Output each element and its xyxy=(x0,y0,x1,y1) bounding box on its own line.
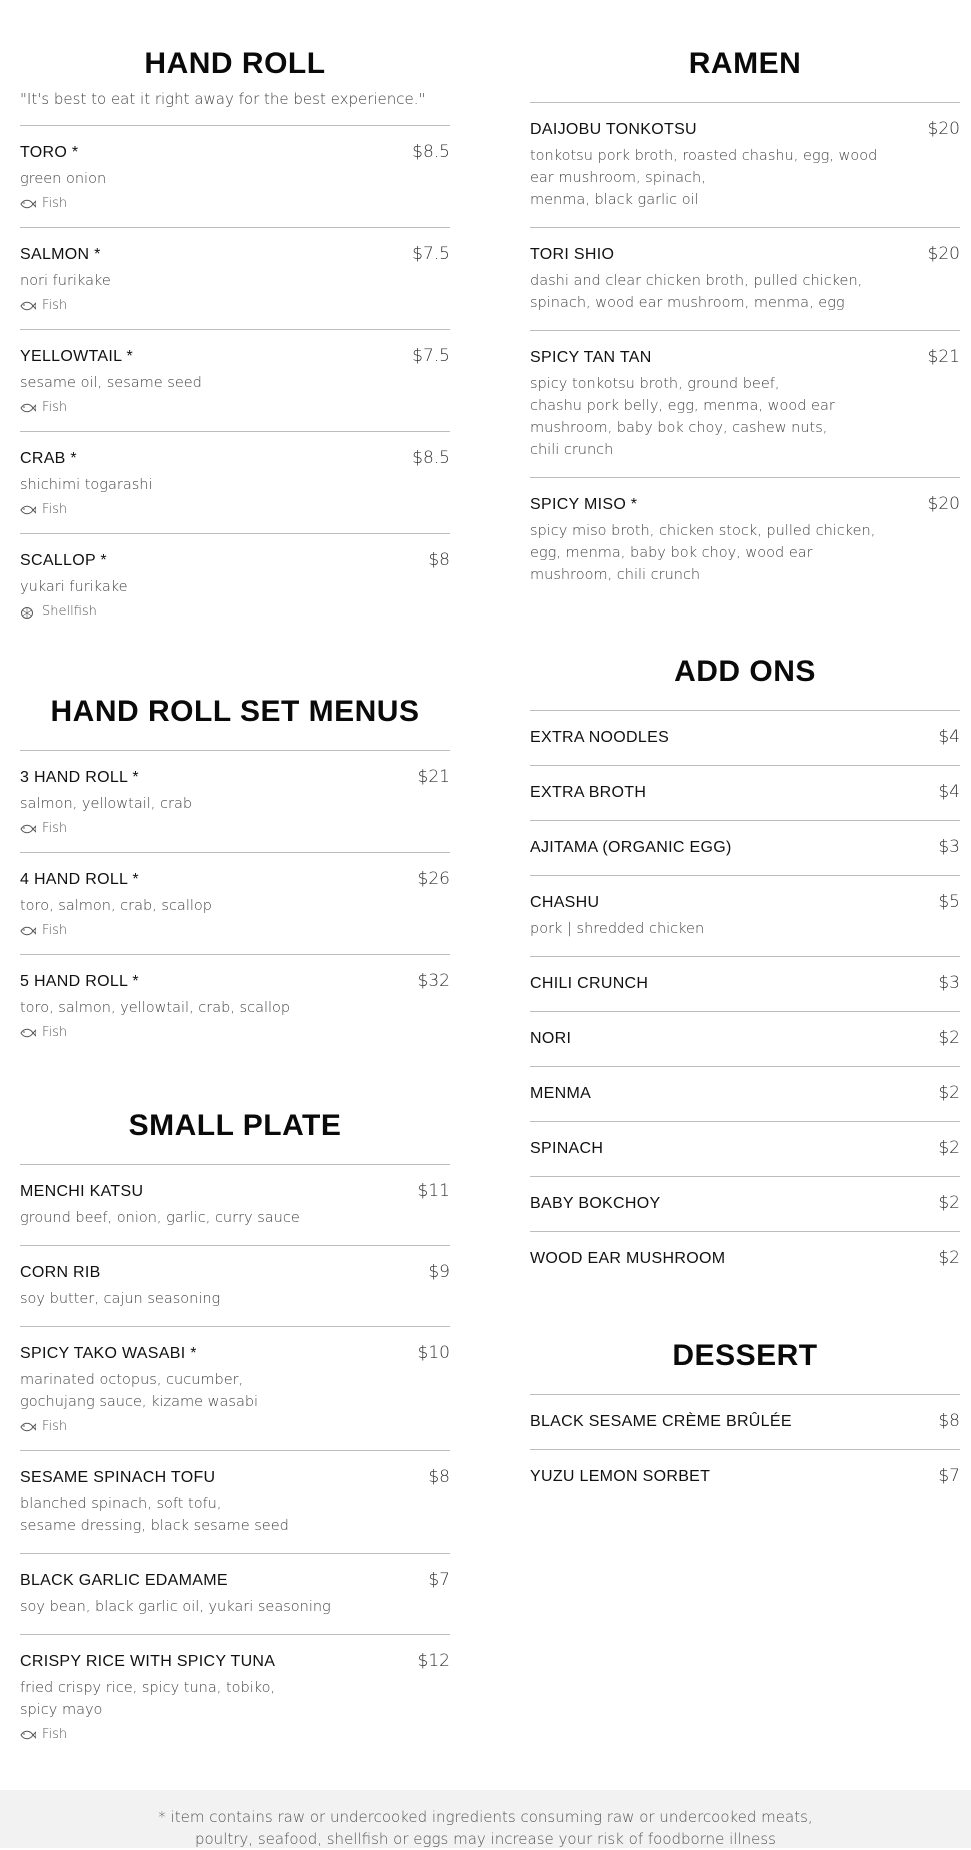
ramen-items xyxy=(530,102,960,601)
fish-icon xyxy=(20,198,36,210)
fish-icon xyxy=(20,402,36,414)
menu-item-header xyxy=(530,1083,960,1103)
menu-item-price: $2 xyxy=(938,1193,960,1213)
section-title: DESSERT xyxy=(672,1339,818,1372)
allergen-label: Shellfish xyxy=(42,604,97,619)
menu-item-header xyxy=(20,1181,450,1201)
shellfish-icon xyxy=(20,606,36,618)
menu-item xyxy=(20,1553,450,1634)
menu-item-price: $3 xyxy=(938,837,960,857)
menu-item xyxy=(530,1176,960,1231)
menu-item xyxy=(20,1450,450,1553)
menu-item-allergen xyxy=(20,1419,450,1434)
menu-item-price: $20 xyxy=(927,244,960,264)
menu-item-name: CRISPY RICE WITH SPICY TUNA xyxy=(20,1653,276,1670)
menu-item-name: BLACK GARLIC EDAMAME xyxy=(20,1572,228,1589)
add-ons-items xyxy=(530,710,960,1286)
menu-item-header xyxy=(20,1570,450,1590)
menu-item xyxy=(20,1634,450,1758)
menu-item-allergen xyxy=(20,604,450,619)
menu-item xyxy=(530,330,960,477)
menu-item-header xyxy=(530,1193,960,1213)
menu-item-name: MENCHI KATSU xyxy=(20,1183,144,1200)
menu-item-header xyxy=(530,347,960,367)
menu-item-header xyxy=(530,837,960,857)
menu-item-description: fried crispy rice, spicy tuna, tobiko, spicy mayo xyxy=(20,1680,276,1718)
dessert-section xyxy=(530,1338,960,1504)
menu-item xyxy=(530,820,960,875)
menu-item-description: marinated octopus, cucumber, gochujang sauce, kizame wasabi xyxy=(20,1372,259,1410)
menu-item-header xyxy=(530,494,960,514)
section-note: "It's best to eat it right away for the best experience." xyxy=(20,90,426,108)
menu-item-name: CHASHU xyxy=(530,894,600,911)
menu-item-header xyxy=(20,1343,450,1363)
menu-item-price: $9 xyxy=(428,1262,450,1282)
allergen-label: Fish xyxy=(42,923,68,938)
menu-item-name: YELLOWTAIL * xyxy=(20,348,133,365)
section-title: HAND ROLL SET MENUS xyxy=(50,695,420,728)
menu-item-name: CHILI CRUNCH xyxy=(530,975,649,992)
menu-item-price: $2 xyxy=(938,1083,960,1103)
menu-item-header xyxy=(20,448,450,468)
menu-item-description: spicy miso broth, chicken stock, pulled chicken, egg, menma, baby bok choy, wood ear mushroom, chili crunch xyxy=(530,523,876,583)
allergen-label: Fish xyxy=(42,400,68,415)
footer-line-2: poultry, seafood, shellfish or eggs may increase your risk of foodborne illness xyxy=(194,1830,776,1848)
menu-item-header xyxy=(530,782,960,802)
menu-item-header xyxy=(530,892,960,912)
menu-item xyxy=(20,1326,450,1450)
menu-item xyxy=(530,1066,960,1121)
menu-item xyxy=(20,533,450,629)
allergen-label: Fish xyxy=(42,1727,68,1742)
menu-item-header xyxy=(530,244,960,264)
menu-item-allergen xyxy=(20,1025,450,1040)
menu-item-header xyxy=(530,1248,960,1268)
menu-item-description: nori furikake xyxy=(20,273,111,289)
menu-item xyxy=(530,956,960,1011)
menu-item-price: $21 xyxy=(417,767,450,787)
hand-roll-set-section xyxy=(20,694,450,1056)
menu-item-name: 5 HAND ROLL * xyxy=(20,973,139,990)
menu-item-name: DAIJOBU TONKOTSU xyxy=(530,121,697,138)
menu-item-allergen xyxy=(20,1727,450,1742)
fish-icon xyxy=(20,504,36,516)
menu-item-allergen xyxy=(20,923,450,938)
menu-item-header xyxy=(530,727,960,747)
hand-roll-section xyxy=(20,46,450,629)
menu-item-name: TORO * xyxy=(20,144,79,161)
dessert-items xyxy=(530,1394,960,1504)
menu-item-header xyxy=(20,142,450,162)
menu-item-name: YUZU LEMON SORBET xyxy=(530,1468,711,1485)
menu-item-header xyxy=(20,767,450,787)
menu-item-description: pork | shredded chicken xyxy=(530,921,705,937)
menu-item-price: $2 xyxy=(938,1138,960,1158)
menu-item xyxy=(530,765,960,820)
menu-item-description: soy butter, cajun seasoning xyxy=(20,1291,221,1307)
menu-item-price: $11 xyxy=(417,1181,450,1201)
menu-item-price: $7 xyxy=(938,1466,960,1486)
menu-item-name: 4 HAND ROLL * xyxy=(20,871,139,888)
menu-item-name: EXTRA NOODLES xyxy=(530,729,670,746)
menu-item-name: SALMON * xyxy=(20,246,101,263)
menu-item-header xyxy=(530,1138,960,1158)
menu-item xyxy=(530,710,960,765)
menu-item xyxy=(20,1245,450,1326)
small-plate-section xyxy=(20,1108,450,1758)
menu-item-description: soy bean, black garlic oil, yukari seasoning xyxy=(20,1599,331,1615)
menu-item-description: salmon, yellowtail, crab xyxy=(20,796,193,812)
menu-item-header xyxy=(20,1467,450,1487)
menu-item-name: SPICY MISO * xyxy=(530,496,638,513)
menu-item-name: BABY BOKCHOY xyxy=(530,1195,661,1212)
menu-item-name: WOOD EAR MUSHROOM xyxy=(530,1250,726,1267)
allergen-label: Fish xyxy=(42,1025,68,1040)
menu-item-header xyxy=(530,973,960,993)
menu-item-header xyxy=(530,119,960,139)
menu-item-price: $2 xyxy=(938,1248,960,1268)
menu-item-description: shichimi togarashi xyxy=(20,477,153,493)
menu-item xyxy=(20,852,450,954)
menu-item-name: MENMA xyxy=(530,1085,592,1102)
menu-item-name: SCALLOP * xyxy=(20,552,107,569)
menu-item-price: $26 xyxy=(417,869,450,889)
footer-line-1: * item contains raw or undercooked ingredients consuming raw or undercooked meats, xyxy=(158,1808,813,1826)
menu-item-name: AJITAMA (ORGANIC EGG) xyxy=(530,839,732,856)
fish-icon xyxy=(20,1027,36,1039)
menu-item-header xyxy=(20,1651,450,1671)
add-ons-section xyxy=(530,654,960,1286)
menu-item-description: tonkotsu pork broth, roasted chashu, egg, wood ear mushroom, spinach, menma, black garlic oil xyxy=(530,148,878,208)
menu-item-header xyxy=(20,346,450,366)
menu-item-name: BLACK SESAME CRÈME BRÛLÉE xyxy=(530,1413,792,1430)
menu-item-name: TORI SHIO xyxy=(530,246,615,263)
menu-item-header xyxy=(20,1262,450,1282)
menu-item-allergen xyxy=(20,502,450,517)
menu-item-allergen xyxy=(20,298,450,313)
fish-icon xyxy=(20,300,36,312)
hand-roll-set-items xyxy=(20,750,450,1056)
menu-item-description: blanched spinach, soft tofu, sesame dressing, black sesame seed xyxy=(20,1496,289,1534)
menu-item-price: $5 xyxy=(938,892,960,912)
menu-item-price: $8.5 xyxy=(412,448,450,468)
menu-item-price: $20 xyxy=(927,494,960,514)
menu-item xyxy=(20,329,450,431)
menu-item-price: $21 xyxy=(927,347,960,367)
menu-item xyxy=(20,125,450,227)
menu-item-name: NORI xyxy=(530,1030,572,1047)
menu-item-name: SPICY TAKO WASABI * xyxy=(20,1345,197,1362)
menu-item-header xyxy=(20,869,450,889)
menu-item xyxy=(530,102,960,227)
menu-item xyxy=(20,227,450,329)
footer-disclaimer xyxy=(0,1790,971,1848)
menu-item-header xyxy=(20,244,450,264)
menu-item-price: $7.5 xyxy=(412,244,450,264)
menu-item-header xyxy=(530,1466,960,1486)
menu-item-price: $2 xyxy=(938,1028,960,1048)
menu-item xyxy=(530,1011,960,1066)
menu-item-allergen xyxy=(20,400,450,415)
menu-item-header xyxy=(20,971,450,991)
menu-item-description: green onion xyxy=(20,171,107,187)
menu-item-price: $7 xyxy=(428,1570,450,1590)
menu-item-price: $8 xyxy=(938,1411,960,1431)
menu-item-header xyxy=(530,1411,960,1431)
allergen-label: Fish xyxy=(42,196,68,211)
menu-item-header xyxy=(20,550,450,570)
menu-item xyxy=(530,477,960,601)
menu-item-name: SPICY TAN TAN xyxy=(530,349,652,366)
menu-item-price: $10 xyxy=(417,1343,450,1363)
allergen-label: Fish xyxy=(42,502,68,517)
menu-item-price: $7.5 xyxy=(412,346,450,366)
menu-item-name: SPINACH xyxy=(530,1140,604,1157)
menu-item-price: $20 xyxy=(927,119,960,139)
menu-item-header xyxy=(530,1028,960,1048)
menu-item-price: $12 xyxy=(417,1651,450,1671)
menu-item-description: toro, salmon, yellowtail, crab, scallop xyxy=(20,1000,291,1016)
allergen-label: Fish xyxy=(42,1419,68,1434)
menu-item-price: $4 xyxy=(938,727,960,747)
menu-item-price: $8 xyxy=(428,550,450,570)
menu-item-name: EXTRA BROTH xyxy=(530,784,647,801)
allergen-label: Fish xyxy=(42,821,68,836)
menu-item xyxy=(530,1394,960,1449)
section-title: ADD ONS xyxy=(674,655,816,688)
menu-item xyxy=(530,1121,960,1176)
menu-item-price: $32 xyxy=(417,971,450,991)
section-title: SMALL PLATE xyxy=(128,1109,342,1142)
menu-item-name: CORN RIB xyxy=(20,1264,101,1281)
menu-item-name: CRAB * xyxy=(20,450,77,467)
menu-item-price: $3 xyxy=(938,973,960,993)
menu-item xyxy=(530,227,960,330)
menu-item-price: $4 xyxy=(938,782,960,802)
menu-item-price: $8.5 xyxy=(412,142,450,162)
menu-item-description: yukari furikake xyxy=(20,579,128,595)
menu-item-price: $8 xyxy=(428,1467,450,1487)
menu-item-allergen xyxy=(20,196,450,211)
ramen-section xyxy=(530,46,960,601)
menu-item-description: spicy tonkotsu broth, ground beef, chashu pork belly, egg, menma, wood ear mushroom, baby bok choy, cashew nuts, chili crunch xyxy=(530,376,835,458)
menu-item xyxy=(20,1164,450,1245)
menu-item-description: sesame oil, sesame seed xyxy=(20,375,202,391)
menu-item xyxy=(20,954,450,1056)
menu-item-description: ground beef, onion, garlic, curry sauce xyxy=(20,1210,300,1226)
menu-item-name: SESAME SPINACH TOFU xyxy=(20,1469,216,1486)
small-plate-items xyxy=(20,1164,450,1758)
menu-item-description: toro, salmon, crab, scallop xyxy=(20,898,212,914)
hand-roll-items xyxy=(20,125,450,629)
fish-icon xyxy=(20,925,36,937)
menu-item-allergen xyxy=(20,821,450,836)
menu-item-name: 3 HAND ROLL * xyxy=(20,769,139,786)
menu-item xyxy=(530,1231,960,1286)
fish-icon xyxy=(20,1421,36,1433)
menu-item xyxy=(530,875,960,956)
allergen-label: Fish xyxy=(42,298,68,313)
fish-icon xyxy=(20,1729,36,1741)
menu-item xyxy=(20,750,450,852)
section-title: HAND ROLL xyxy=(144,47,326,80)
section-title: RAMEN xyxy=(688,47,802,80)
menu-item xyxy=(20,431,450,533)
menu-item xyxy=(530,1449,960,1504)
menu-item-description: dashi and clear chicken broth, pulled chicken, spinach, wood ear mushroom, menma, egg xyxy=(530,273,863,311)
fish-icon xyxy=(20,823,36,835)
